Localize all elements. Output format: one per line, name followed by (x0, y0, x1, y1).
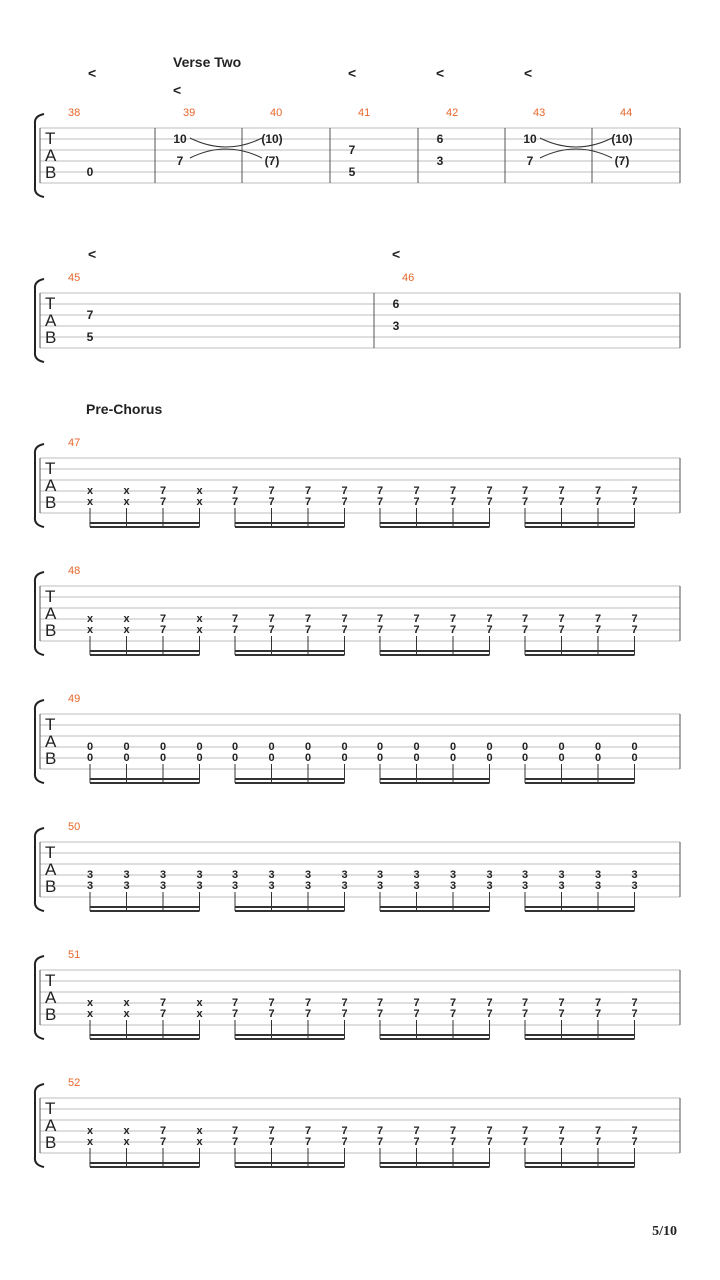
fret-number: 6 (392, 297, 400, 311)
fret-number: 7 (558, 613, 565, 625)
fret-number: 7 (376, 1136, 384, 1148)
fret-number: 7 (631, 1136, 638, 1148)
fret-number: 0 (558, 752, 565, 764)
crescendo-mark: < (524, 65, 533, 81)
tab-clef-letter: B (45, 1133, 57, 1152)
fret-number: 7 (341, 496, 348, 508)
tab-clef-letter: A (45, 604, 57, 623)
measure-number: 43 (533, 107, 546, 119)
system-bracket (35, 828, 44, 911)
fret-number: 7 (341, 997, 348, 1009)
fret-number: 3 (449, 869, 457, 881)
fret-number: 3 (123, 869, 130, 881)
fret-number: 7 (594, 496, 602, 508)
fret-number: x (196, 1125, 203, 1137)
tab-clef-letter: A (45, 860, 57, 879)
fret-number: 7 (159, 1136, 167, 1148)
tab-clef-letter: B (45, 163, 57, 182)
fret-number: 0 (376, 741, 384, 753)
fret-number: 3 (159, 869, 167, 881)
fret-number: 7 (631, 1125, 638, 1137)
fret-number: 3 (521, 869, 529, 881)
fret-number: 7 (159, 496, 167, 508)
fret-number: 7 (413, 997, 420, 1009)
fret-number: 0 (341, 741, 348, 753)
fret-number: 7 (594, 1125, 602, 1137)
fret-number: 3 (159, 880, 167, 892)
fret-number: 7 (558, 997, 565, 1009)
fret-number: 7 (558, 1008, 565, 1020)
fret-number: (10) (611, 132, 633, 146)
fret-number: 7 (376, 613, 384, 625)
fret-number: x (196, 485, 203, 497)
fret-number: x (86, 997, 94, 1009)
crescendo-mark: < (436, 65, 445, 81)
system-bracket (35, 279, 44, 362)
fret-number: 7 (304, 496, 312, 508)
fret-number: 7 (631, 496, 638, 508)
fret-number: 7 (558, 1136, 565, 1148)
fret-number: 3 (86, 869, 94, 881)
system-bracket (35, 572, 44, 655)
fret-number: 7 (268, 485, 275, 497)
fret-number: 7 (594, 485, 602, 497)
fret-number: (7) (614, 154, 630, 168)
fret-number: 7 (376, 624, 384, 636)
fret-number: 7 (486, 1136, 493, 1148)
fret-number: 7 (521, 613, 529, 625)
fret-number: 7 (413, 1136, 420, 1148)
page-number: 5/10 (652, 1224, 677, 1239)
fret-number: 7 (341, 1136, 348, 1148)
tab-clef-letter: T (45, 715, 56, 734)
fret-number: 7 (449, 485, 457, 497)
fret-number: 0 (376, 752, 384, 764)
fret-number: 7 (449, 496, 457, 508)
fret-number: x (86, 624, 94, 636)
fret-number: 0 (413, 741, 420, 753)
fret-number: 0 (123, 741, 130, 753)
tab-clef-letter: T (45, 459, 56, 478)
tab-clef-letter: A (45, 732, 57, 751)
fret-number: 7 (159, 1008, 167, 1020)
fret-number: 3 (392, 319, 400, 333)
tab-clef-letter: B (45, 621, 57, 640)
fret-number: 7 (449, 613, 457, 625)
fret-number: 7 (376, 1008, 384, 1020)
fret-number: x (123, 613, 130, 625)
fret-number: 3 (486, 880, 493, 892)
fret-number: 0 (594, 752, 602, 764)
fret-number: 3 (413, 869, 420, 881)
system-bracket (35, 114, 44, 197)
fret-number: 0 (268, 752, 275, 764)
fret-number: 7 (594, 624, 602, 636)
tab-clef-letter: T (45, 294, 56, 313)
fret-number: 10 (523, 132, 537, 146)
tab-clef-letter: B (45, 749, 57, 768)
fret-number: 0 (486, 752, 493, 764)
system-bracket (35, 956, 44, 1039)
fret-number: 7 (231, 624, 239, 636)
measure-number: 47 (68, 437, 81, 449)
fret-number: 0 (268, 741, 275, 753)
fret-number: 0 (521, 752, 529, 764)
measure-number: 40 (270, 107, 283, 119)
fret-number: 0 (86, 741, 94, 753)
fret-number: x (86, 613, 94, 625)
fret-number: 7 (304, 1125, 312, 1137)
fret-number: 7 (558, 496, 565, 508)
fret-number: 7 (521, 496, 529, 508)
fret-number: 3 (86, 880, 94, 892)
fret-number: 7 (449, 624, 457, 636)
fret-number: 7 (231, 485, 239, 497)
fret-number: 7 (521, 1136, 529, 1148)
fret-number: 3 (196, 880, 203, 892)
fret-number: 7 (268, 1008, 275, 1020)
fret-number: 7 (413, 613, 420, 625)
fret-number: 7 (521, 624, 529, 636)
fret-number: 3 (231, 869, 239, 881)
fret-number: 0 (521, 741, 529, 753)
fret-number: 7 (231, 496, 239, 508)
fret-number: 7 (631, 1008, 638, 1020)
fret-number: 0 (159, 752, 167, 764)
tab-clef-letter: T (45, 587, 56, 606)
fret-number: 7 (631, 997, 638, 1009)
measure-number: 50 (68, 821, 81, 833)
fret-number: 7 (231, 1136, 239, 1148)
tab-clef-letter: B (45, 328, 57, 347)
measure-number: 38 (68, 107, 81, 119)
fret-number: 0 (486, 741, 493, 753)
fret-number: 7 (304, 613, 312, 625)
fret-number: 3 (376, 880, 384, 892)
fret-number: 7 (486, 997, 493, 1009)
fret-number: 7 (449, 997, 457, 1009)
fret-number: 3 (268, 880, 275, 892)
fret-number: 7 (159, 485, 167, 497)
measure-number: 42 (446, 107, 459, 119)
fret-number: 7 (449, 1136, 457, 1148)
fret-number: 7 (231, 1125, 239, 1137)
fret-number: 0 (231, 752, 239, 764)
fret-number: 7 (231, 997, 239, 1009)
fret-number: 7 (304, 485, 312, 497)
fret-number: 7 (413, 1008, 420, 1020)
tab-clef-letter: T (45, 129, 56, 148)
fret-number: 3 (231, 880, 239, 892)
tab-clef-letter: B (45, 1005, 57, 1024)
measure-number: 51 (68, 949, 81, 961)
fret-number: 7 (86, 308, 94, 322)
fret-number: 7 (449, 1008, 457, 1020)
fret-number: 3 (304, 880, 312, 892)
fret-number: 3 (594, 880, 602, 892)
fret-number: 3 (123, 880, 130, 892)
fret-number: 0 (449, 741, 457, 753)
measure-number: 41 (358, 107, 371, 119)
fret-number: 7 (413, 1125, 420, 1137)
fret-number: 7 (594, 1008, 602, 1020)
fret-number: 7 (594, 613, 602, 625)
fret-number: 7 (268, 1125, 275, 1137)
fret-number: 0 (86, 165, 94, 179)
fret-number: 3 (631, 869, 638, 881)
fret-number: 3 (376, 869, 384, 881)
tab-clef-letter: A (45, 311, 57, 330)
fret-number: x (123, 1136, 130, 1148)
fret-number: 0 (159, 741, 167, 753)
fret-number: 7 (413, 496, 420, 508)
fret-number: 3 (558, 869, 565, 881)
fret-number: 7 (521, 997, 529, 1009)
fret-number: 0 (304, 741, 312, 753)
fret-number: 7 (486, 1008, 493, 1020)
fret-number: 7 (376, 997, 384, 1009)
fret-number: 3 (341, 880, 348, 892)
measure-number: 48 (68, 565, 81, 577)
fret-number: 7 (231, 613, 239, 625)
fret-number: 7 (341, 624, 348, 636)
fret-number: 0 (449, 752, 457, 764)
fret-number: 7 (486, 624, 493, 636)
fret-number: x (123, 1125, 130, 1137)
fret-number: 7 (348, 143, 356, 157)
crescendo-mark: < (173, 82, 182, 98)
fret-number: 7 (304, 1136, 312, 1148)
fret-number: 0 (558, 741, 565, 753)
fret-number: 5 (348, 165, 356, 179)
measure-number: 39 (183, 107, 196, 119)
fret-number: 3 (558, 880, 565, 892)
fret-number: 7 (449, 1125, 457, 1137)
fret-number: 0 (304, 752, 312, 764)
fret-number: 3 (521, 880, 529, 892)
fret-number: x (86, 485, 94, 497)
staff-systems (35, 107, 680, 1167)
tab-clef-letter: T (45, 843, 56, 862)
tab-clef-letter: B (45, 493, 57, 512)
fret-number: 3 (631, 880, 638, 892)
measure-number: 44 (620, 107, 633, 119)
fret-number: x (196, 496, 203, 508)
fret-number: 3 (413, 880, 420, 892)
fret-number: 7 (486, 496, 493, 508)
fret-number: x (196, 613, 203, 625)
fret-number: 7 (521, 1008, 529, 1020)
fret-number: 7 (486, 1125, 493, 1137)
crescendo-mark: < (88, 246, 97, 262)
tab-clef-letter: T (45, 971, 56, 990)
fret-number: 7 (631, 485, 638, 497)
fret-number: 7 (304, 624, 312, 636)
fret-number: 7 (558, 485, 565, 497)
fret-number: 7 (376, 485, 384, 497)
fret-number: 7 (159, 624, 167, 636)
fret-number: 0 (196, 741, 203, 753)
fret-number: 3 (594, 869, 602, 881)
fret-number: 5 (86, 330, 94, 344)
system-bracket (35, 1084, 44, 1167)
fret-number: x (123, 485, 130, 497)
fret-number: 7 (486, 613, 493, 625)
fret-number: 7 (341, 1008, 348, 1020)
fret-number: 7 (159, 997, 167, 1009)
fret-number: x (123, 624, 130, 636)
fret-number: x (123, 1008, 130, 1020)
fret-number: 7 (594, 1136, 602, 1148)
fret-number: x (86, 1125, 94, 1137)
fret-number: 6 (436, 132, 444, 146)
fret-number: x (86, 1136, 94, 1148)
crescendo-mark: < (392, 246, 401, 262)
section-label-verse-two: Verse Two (173, 54, 242, 70)
fret-number: 7 (521, 1125, 529, 1137)
fret-number: 7 (526, 154, 534, 168)
fret-number: 3 (449, 880, 457, 892)
tab-clef-letter: A (45, 1116, 57, 1135)
system-bracket (35, 700, 44, 783)
fret-number: 7 (341, 1125, 348, 1137)
fret-number: 0 (231, 741, 239, 753)
crescendo-mark: < (88, 65, 97, 81)
fret-number: 7 (268, 997, 275, 1009)
tab-clef-letter: T (45, 1099, 56, 1118)
fret-number: 0 (123, 752, 130, 764)
fret-number: x (196, 624, 203, 636)
fret-number: 7 (176, 154, 184, 168)
fret-number: 7 (341, 613, 348, 625)
fret-number: 7 (631, 624, 638, 636)
section-label-pre-chorus: Pre-Chorus (86, 401, 163, 417)
fret-number: x (123, 496, 130, 508)
fret-number: 7 (268, 613, 275, 625)
fret-number: 7 (268, 1136, 275, 1148)
system-bracket (35, 444, 44, 527)
fret-number: x (123, 997, 130, 1009)
fret-number: 3 (196, 869, 203, 881)
fret-number: 0 (86, 752, 94, 764)
tab-clef-letter: A (45, 476, 57, 495)
fret-number: 0 (594, 741, 602, 753)
crescendo-mark: < (348, 65, 357, 81)
tab-clef-letter: A (45, 988, 57, 1007)
fret-number: 3 (436, 154, 444, 168)
fret-number: (10) (261, 132, 283, 146)
tab-clef-letter: B (45, 877, 57, 896)
fret-number: 0 (413, 752, 420, 764)
fret-number: 7 (268, 496, 275, 508)
fret-number: 7 (486, 485, 493, 497)
fret-number: 3 (341, 869, 348, 881)
fret-number: 7 (413, 624, 420, 636)
fret-number: 7 (231, 1008, 239, 1020)
fret-number: 3 (304, 869, 312, 881)
tab-clef-letter: A (45, 146, 57, 165)
measure-number: 46 (402, 272, 415, 284)
measure-number: 45 (68, 272, 81, 284)
fret-number: 7 (159, 613, 167, 625)
fret-number: 7 (341, 485, 348, 497)
fret-number: 7 (631, 613, 638, 625)
fret-number: 7 (521, 485, 529, 497)
fret-number: x (86, 1008, 94, 1020)
fret-number: 7 (558, 1125, 565, 1137)
measure-number: 49 (68, 693, 81, 705)
fret-number: 3 (268, 869, 275, 881)
fret-number: 7 (376, 496, 384, 508)
measure-number: 52 (68, 1077, 81, 1089)
fret-number: 7 (268, 624, 275, 636)
fret-number: x (196, 1136, 203, 1148)
fret-number: 7 (594, 997, 602, 1009)
fret-number: 0 (341, 752, 348, 764)
fret-number: 7 (159, 1125, 167, 1137)
fret-number: x (86, 496, 94, 508)
fret-number: 7 (304, 997, 312, 1009)
fret-number: 7 (304, 1008, 312, 1020)
fret-number: 0 (631, 741, 638, 753)
fret-number: 0 (196, 752, 203, 764)
fret-number: (7) (264, 154, 280, 168)
fret-number: x (196, 1008, 203, 1020)
fret-number: 7 (558, 624, 565, 636)
fret-number: x (196, 997, 203, 1009)
fret-number: 0 (631, 752, 638, 764)
fret-number: 3 (486, 869, 493, 881)
fret-number: 7 (376, 1125, 384, 1137)
fret-number: 7 (413, 485, 420, 497)
fret-number: 10 (173, 132, 187, 146)
